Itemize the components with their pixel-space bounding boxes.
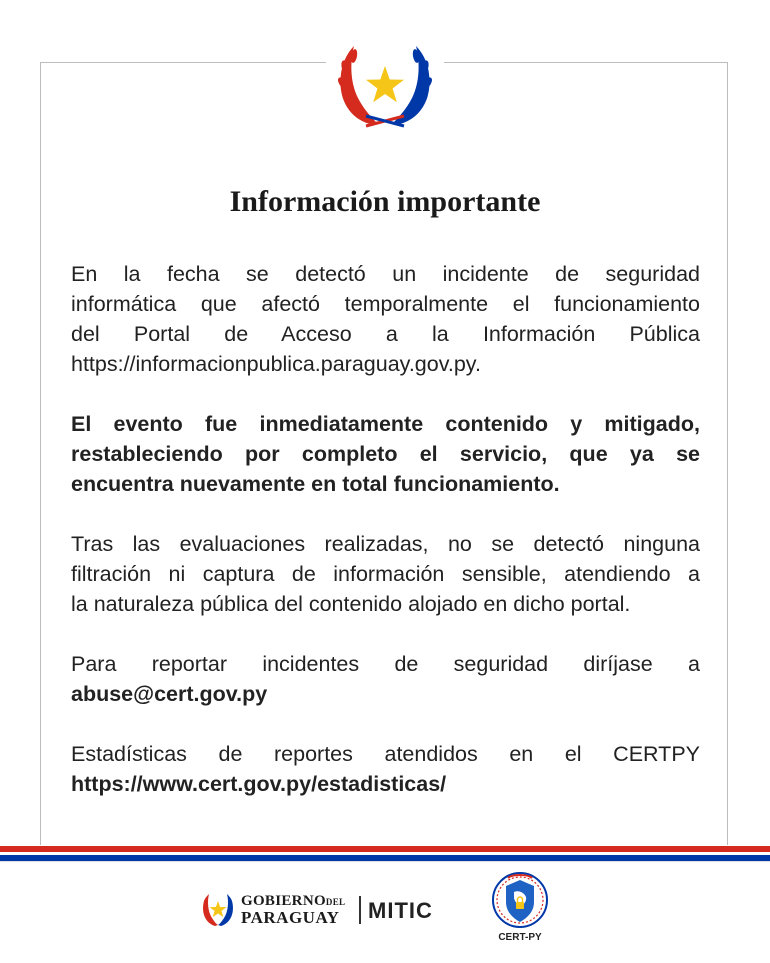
gobierno-seal-icon [200, 892, 236, 928]
paragraph-line: informática que afectó temporalmente el funcionamiento [71, 292, 700, 316]
paragraph-line: la naturaleza pública del contenido alojado en dicho portal. [71, 592, 631, 616]
cert-py-shield-icon [488, 870, 552, 932]
paragraph-line: filtración ni captura de información sensible, atendiendo a [71, 562, 700, 586]
paragraph-line: Para reportar incidentes de seguridad diríjase a [71, 652, 700, 676]
gov-line2: PARAGUAY [241, 908, 340, 927]
cert-py-label: CERT-PY [498, 932, 542, 943]
paragraph-line: El evento fue inmediatamente contenido y mitigado, [71, 412, 700, 436]
paragraph-line: Tras las evaluaciones realizadas, no se detectó ninguna [71, 532, 700, 556]
mitigation-paragraph [71, 409, 700, 499]
logo-divider [359, 896, 361, 924]
page-title: Información importante [229, 185, 541, 218]
cert-py-logo [488, 870, 552, 950]
report-paragraph [71, 649, 700, 709]
paragraph-line: En la fecha se detectó un incidente de seguridad [71, 262, 700, 286]
gov-line1: GOBIERNO [241, 893, 326, 909]
gobierno-wordmark [241, 893, 345, 926]
evaluation-paragraph [71, 529, 700, 619]
portal-url[interactable]: https://informacionpublica.paraguay.gov.py. [71, 352, 481, 376]
gov-line1-small: DEL [325, 897, 346, 907]
report-email-link[interactable]: abuse@cert.gov.py [71, 682, 268, 706]
gobierno-mitic-logo [200, 890, 440, 930]
flag-stripe-shadow [0, 861, 770, 862]
paragraph-line: encuentra nuevamente en total funcionamiento. [71, 472, 560, 496]
mitic-wordmark: MITIC [368, 898, 433, 923]
statistics-paragraph [71, 739, 700, 799]
statistics-link[interactable]: https://www.cert.gov.py/estadisticas/ [71, 772, 447, 796]
paragraph-line: del Portal de Acceso a la Información Pública [71, 322, 700, 346]
paragraph-line: Estadísticas de reportes atendidos en el CERTPY [71, 742, 700, 766]
paragraph-line: restableciendo por completo el servicio, que ya se [71, 442, 700, 466]
paraguay-seal-icon [330, 38, 440, 130]
incident-paragraph [71, 259, 700, 379]
